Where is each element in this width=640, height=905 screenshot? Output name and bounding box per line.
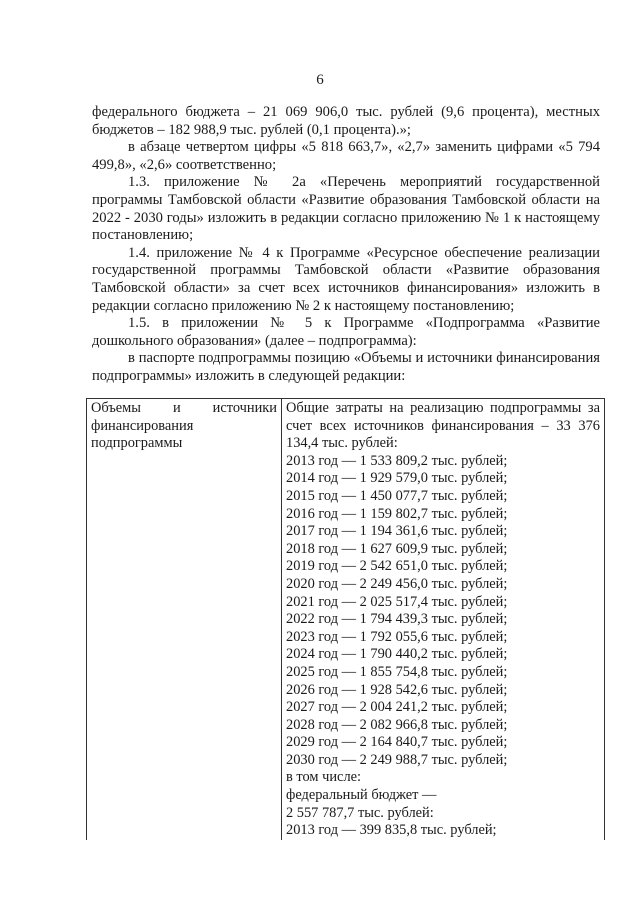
paragraph-2: 1.3. приложение № 2а «Перечень мероприятий государственной программы Тамбовской области «Развитие образования Тамбовской области на 2022 - 2030 годы» изложить в редакции согласно приложению № 1 к настоящему постановлению; (92, 174, 600, 244)
year-line: 2020 год — 2 249 456,0 тыс. рублей; (286, 575, 508, 592)
federal-year-line: 2013 год — 399 835,8 тыс. рублей; (286, 822, 497, 839)
year-line: 2021 год — 2 025 517,4 тыс. рублей; (286, 593, 508, 610)
financing-label: Объемы и источники финансирования подпрограммы (91, 400, 277, 452)
paragraph-4: 1.5. в приложении № 5 к Программе «Подпрограмма «Развитие дошкольного образования» (далее – подпрограмма): (92, 315, 600, 349)
year-list (286, 453, 600, 770)
year-line: 2014 год — 1 929 579,0 тыс. рублей; (286, 470, 508, 487)
paragraph-0: федерального бюджета – 21 069 906,0 тыс. рублей (9,6 процента), местных бюджетов – 182 988,9 тыс. рублей (0,1 процента).»; (92, 104, 600, 138)
year-line: 2013 год — 1 533 809,2 тыс. рублей; (286, 452, 508, 469)
year-line: 2024 год — 1 790 440,2 тыс. рублей; (286, 646, 508, 663)
year-line: 2016 год — 1 159 802,7 тыс. рублей; (286, 505, 508, 522)
year-line: 2023 год — 1 792 055,6 тыс. рублей; (286, 628, 508, 645)
financing-intro: Общие затраты на реализацию подпрограммы за счет всех источников финансирования – 33 376 134,4 тыс. рублей: (286, 400, 600, 452)
table-cell-label (87, 399, 282, 840)
year-line: 2027 год — 2 004 241,2 тыс. рублей; (286, 699, 508, 716)
year-line: 2028 год — 2 082 966,8 тыс. рублей; (286, 716, 508, 733)
year-line: 2029 год — 2 164 840,7 тыс. рублей; (286, 734, 508, 751)
year-line: 2015 год — 1 450 077,7 тыс. рублей; (286, 487, 508, 504)
table-cell-values (282, 399, 605, 840)
page-number: 6 (316, 72, 324, 88)
paragraph-5: в паспорте подпрограммы позицию «Объемы и источники финансирования подпрограммы» изложить в следующей редакции: (92, 350, 600, 384)
year-line: 2026 год — 1 928 542,6 тыс. рублей; (286, 681, 508, 698)
federal-budget-total: 2 557 787,7 тыс. рублей: (286, 804, 434, 821)
body-text (92, 104, 600, 386)
paragraph-3: 1.4. приложение № 4 к Программе «Ресурсное обеспечение реализации государственной программы Тамбовской области «Развитие образования Тамбовской области» за счет всех источников финансирования» изложить в редакции согласно приложению № 2 к настоящему постановлению; (92, 244, 600, 314)
including-label: в том числе: (286, 769, 362, 786)
year-line: 2025 год — 1 855 754,8 тыс. рублей; (286, 663, 508, 680)
year-line: 2030 год — 2 249 988,7 тыс. рублей; (286, 751, 508, 768)
paragraph-1: в абзаце четвертом цифры «5 818 663,7», «2,7» заменить цифрами «5 794 499,8», «2,6» соответственно; (92, 139, 600, 173)
year-line: 2017 год — 1 194 361,6 тыс. рублей; (286, 523, 508, 540)
financing-table (86, 398, 605, 840)
year-line: 2019 год — 2 542 651,0 тыс. рублей; (286, 558, 508, 575)
federal-budget-label: федеральный бюджет — (286, 787, 437, 804)
year-line: 2018 год — 1 627 609,9 тыс. рублей; (286, 540, 508, 557)
year-line: 2022 год — 1 794 439,3 тыс. рублей; (286, 611, 508, 628)
table-row (87, 399, 605, 840)
